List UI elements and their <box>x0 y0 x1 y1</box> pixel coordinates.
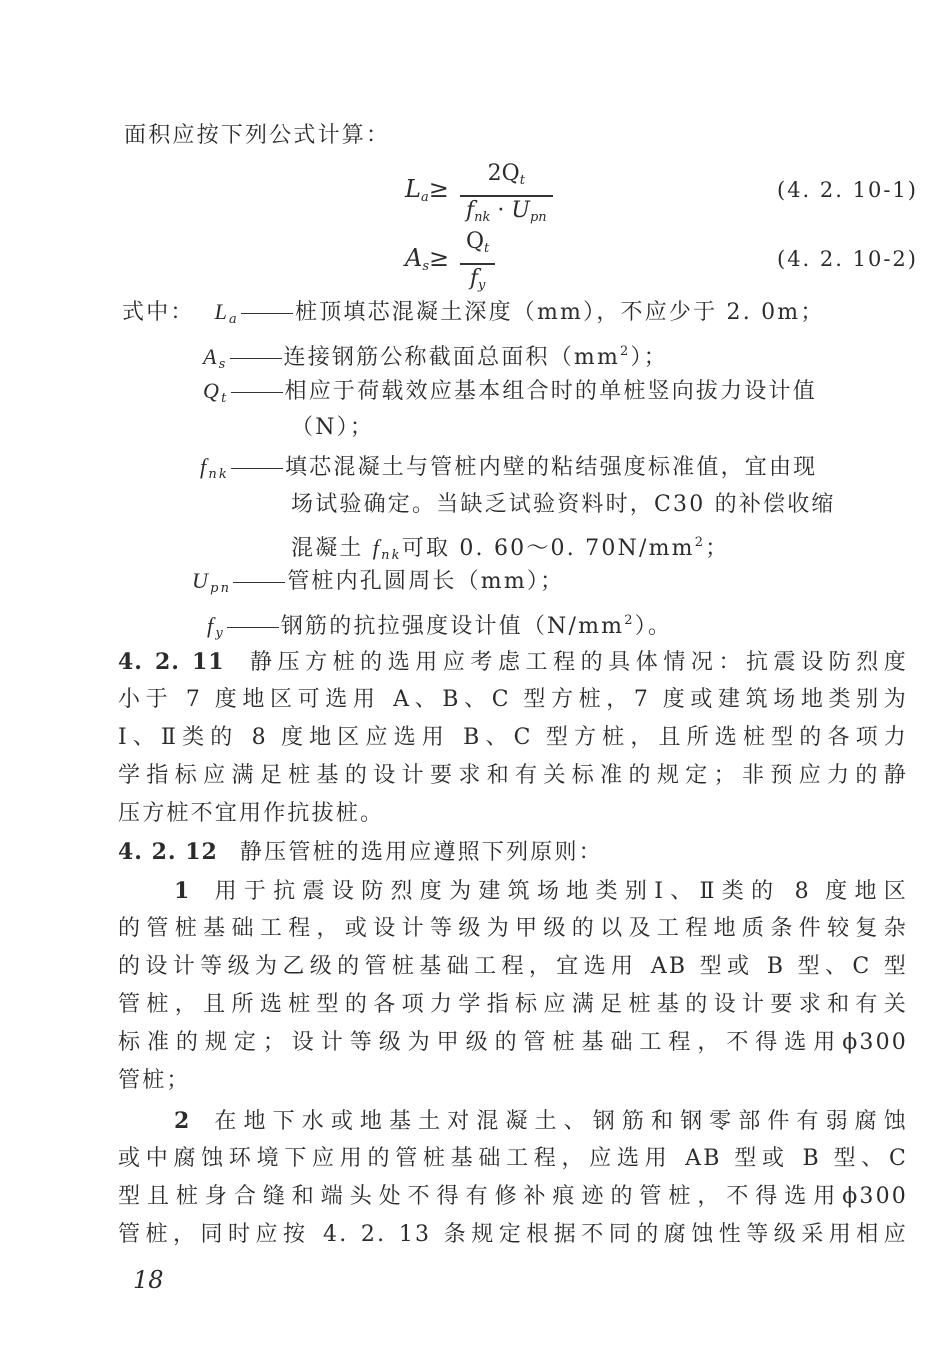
page-number: 18 <box>133 1266 164 1294</box>
formula-1-number: (4. 2. 10-1) <box>777 178 918 202</box>
formula-2-number: (4. 2. 10-2) <box>777 247 918 271</box>
clause-4-2-11-line-5: 压方桩不宜用作抗拔桩。 <box>118 801 385 826</box>
def-fnk-cont-1: 场试验确定。当缺乏试验资料时，C30 的补偿收缩 <box>291 492 836 517</box>
clause-number: 4. 2. 11 <box>118 649 225 675</box>
clause-4-2-12-title: 4. 2. 12 静压管桩的选用应遵照下列原则： <box>118 839 603 865</box>
intro-text: 面积应按下列公式计算： <box>124 123 391 148</box>
item-1-line-5: 标准的规定；设计等级为甲级的管桩基础工程，不得选用ϕ300 <box>118 1030 908 1055</box>
item-number: 1 <box>174 878 192 904</box>
item-2-line-1: 2 在地下水或地基土对混凝土、钢筋和钢零部件有弱腐蚀 <box>174 1108 908 1134</box>
def-As: $A_s$ 连接钢筋公称截面总面积$(mm^2)$； <box>203 344 668 372</box>
item-1-line-6: 管桩； <box>118 1068 191 1093</box>
clause-4-2-11-line-1: 4. 2. 11 静压方桩的选用应考虑工程的具体情况：抗震设防烈度 <box>118 649 908 675</box>
formula-2-fraction: $Q_t$ $f_y$ <box>460 228 495 300</box>
item-1-line-1: 1 用于抗震设防烈度为建筑场地类别Ⅰ、Ⅱ类的 8 度地区 <box>174 878 908 904</box>
formula-1-fraction: $2Q_t$ $f_{nk} \cdot U_{pn}$ <box>460 160 553 232</box>
def-fy: $f_y$ 钢筋的抗拉强度设计值$(N/mm^2)$。 <box>207 613 673 641</box>
clause-4-2-11-line-4: 学指标应满足桩基的设计要求和有关标准的规定；非预应力的静 <box>118 763 908 788</box>
def-La: 式中： $L_a$ 桩顶填芯混凝土深度（mm），不应少于 2. 0m； <box>122 299 825 327</box>
def-fnk-cont-2: 混凝土 $f_{nk}$可取 0. 60～0. $70N/mm^2$； <box>291 535 730 563</box>
item-2-line-2: 或中腐蚀环境下应用的管桩基础工程，应选用 AB 型或 B 型、C <box>118 1146 908 1171</box>
def-fnk: $f_{nk}$ 填芯混凝土与管桩内壁的粘结强度标准值，宜由现 <box>200 454 818 482</box>
def-Qt-cont: （N）； <box>291 415 375 440</box>
formula-2-lhs: $A_s\ge$ <box>405 244 450 274</box>
where-label: 式中： <box>122 300 195 325</box>
item-2-line-4: 管桩，同时应按 4. 2. 13 条规定根据不同的腐蚀性等级采用相应 <box>118 1222 908 1247</box>
item-1-line-2: 的管桩基础工程，或设计等级为甲级的以及工程地质条件较复杂 <box>118 916 908 941</box>
item-number: 2 <box>174 1108 192 1134</box>
clause-4-2-11-line-3: Ⅰ、Ⅱ类的 8 度地区应选用 B、C 型方桩，且所选桩型的各项力 <box>118 725 908 750</box>
def-Qt: $Q_t$ 相应于荷载效应基本组合时的单桩竖向拔力设计值 <box>203 378 817 406</box>
item-1-line-3: 的设计等级为乙级的管桩基础工程，宜选用 AB 型或 B 型、C 型 <box>118 954 908 979</box>
clause-4-2-11-line-2: 小于 7 度地区可选用 A、B、C 型方桩，7 度或建筑场地类别为 <box>118 687 908 712</box>
def-Upn: $U_{pn}$ 管桩内孔圆周长（mm）； <box>192 568 565 596</box>
formula-1-lhs: $L_a\ge$ <box>405 175 449 205</box>
item-1-line-4: 管桩，且所选桩型的各项力学指标应满足桩基的设计要求和有关 <box>118 992 908 1017</box>
item-2-line-3: 型且桩身合缝和端头处不得有修补痕迹的管桩，不得选用ϕ300 <box>118 1184 908 1209</box>
clause-number: 4. 2. 12 <box>118 839 218 865</box>
